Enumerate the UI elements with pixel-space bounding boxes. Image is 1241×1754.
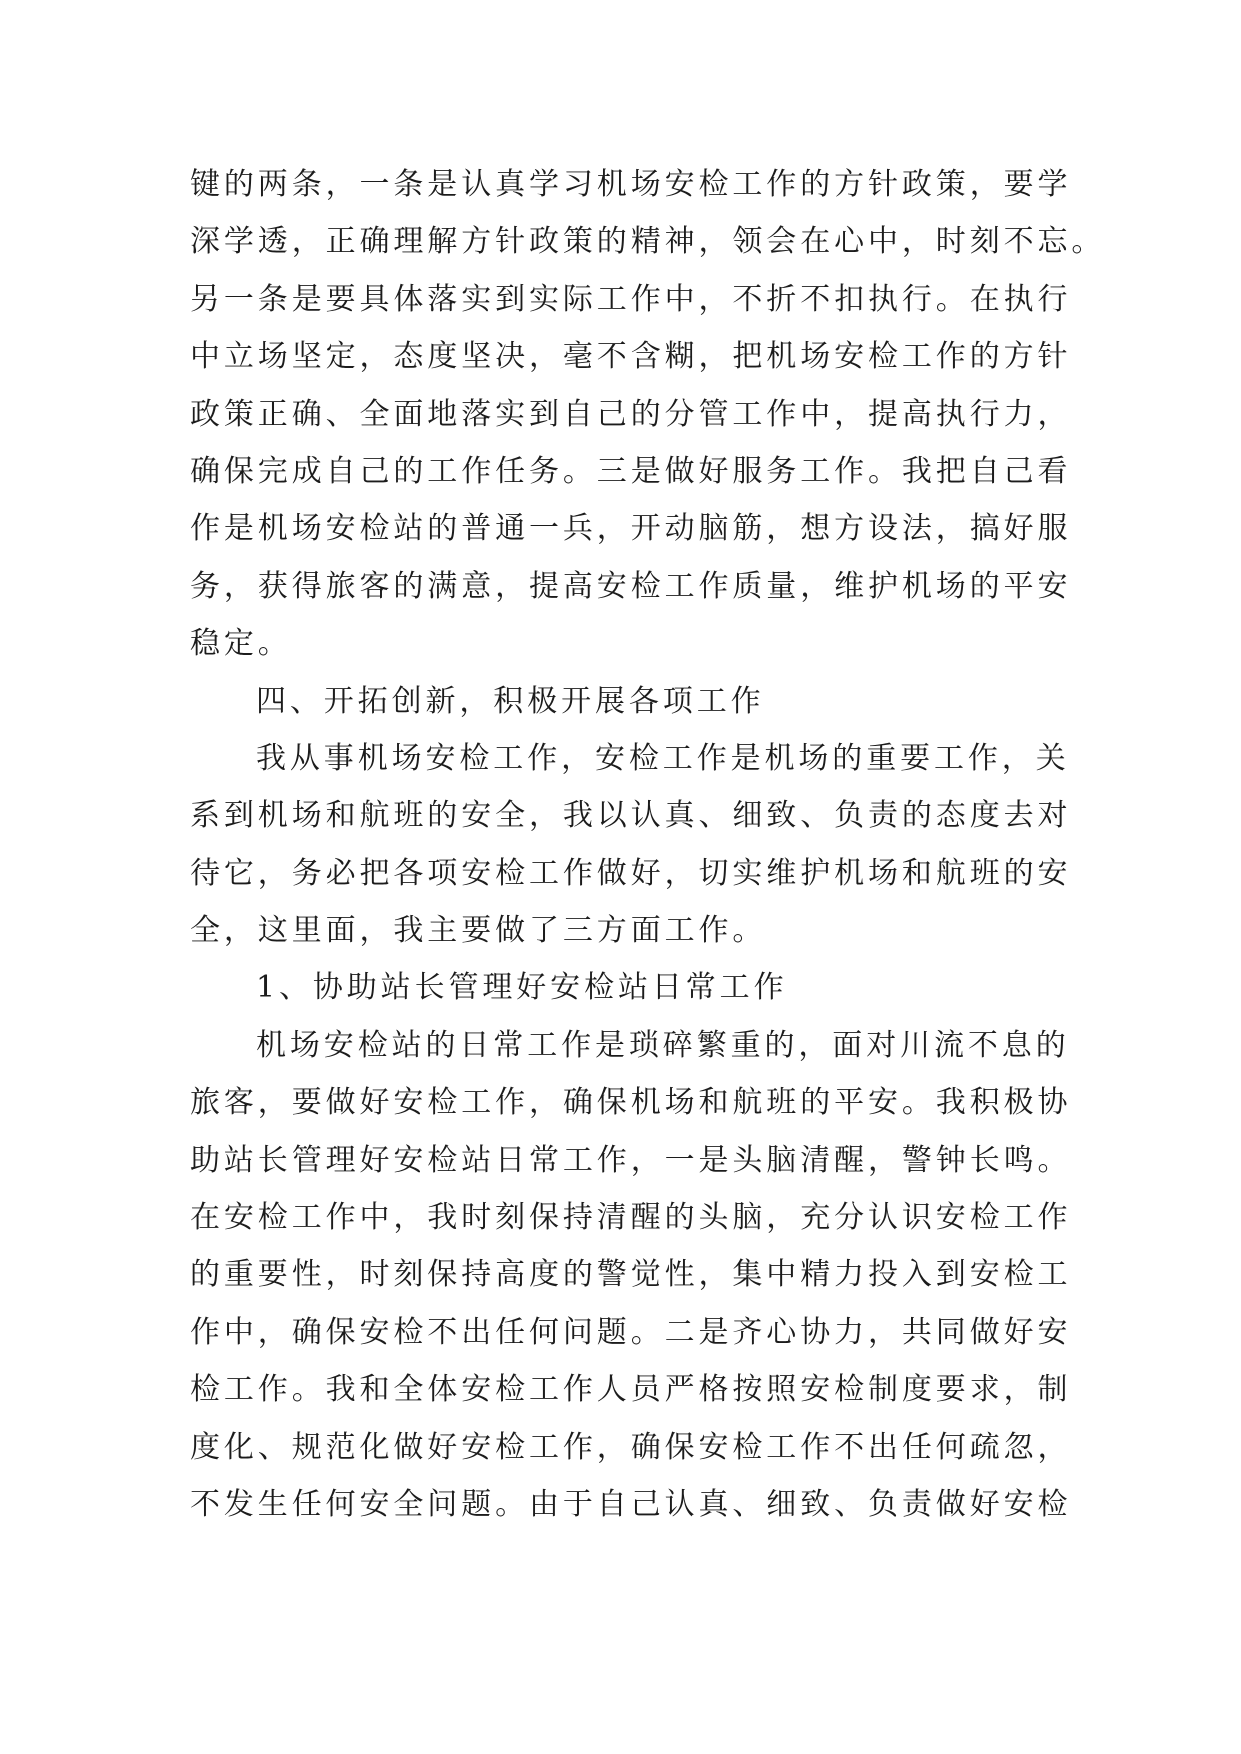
text-line-20: 的重要性，时刻保持高度的警觉性，集中精力投入到安检工 [190, 1257, 1072, 1293]
text-line-9: 稳定。 [190, 626, 292, 662]
text-line-5: 政策正确、全面地落实到自己的分管工作中，提高执行力， [190, 396, 1072, 432]
text-line-7: 作是机场安检站的普通一兵，开动脑筋，想方设法，搞好服 [190, 511, 1072, 547]
text-line-13: 待它，务必把各项安检工作做好，切实维护机场和航班的安 [190, 855, 1072, 891]
text-line-21: 作中，确保安检不出任何问题。二是齐心协力，共同做好安 [190, 1314, 1072, 1350]
text-line-19: 在安检工作中，我时刻保持清醒的头脑，充分认识安检工作 [190, 1200, 1072, 1236]
text-line-17: 旅客，要做好安检工作，确保机场和航班的平安。我积极协 [190, 1085, 1072, 1121]
text-line-22: 检工作。我和全体安检工作人员严格按照安检制度要求，制 [190, 1372, 1072, 1408]
section-heading: 四、开拓创新，积极开展各项工作 [256, 683, 765, 719]
document-body [190, 156, 1106, 1533]
text-line-16: 机场安检站的日常工作是琐碎繁重的，面对川流不息的 [256, 1027, 1070, 1063]
text-line-6: 确保完成自己的工作任务。三是做好服务工作。我把自己看 [190, 453, 1072, 489]
text-line-23: 度化、规范化做好安检工作，确保安检工作不出任何疏忽， [190, 1429, 1072, 1465]
text-line-24: 不发生任何安全问题。由于自己认真、细致、负责做好安检 [190, 1486, 1072, 1522]
text-line-2: 深学透，正确理解方针政策的精神，领会在心中，时刻不忘。 [190, 224, 1106, 260]
text-line-4: 中立场坚定，态度坚决，毫不含糊，把机场安检工作的方针 [190, 339, 1072, 375]
text-line-18: 助站长管理好安检站日常工作，一是头脑清醒，警钟长鸣。 [190, 1142, 1072, 1178]
text-line-12: 系到机场和航班的安全，我以认真、细致、负责的态度去对 [190, 798, 1072, 834]
text-line-1: 键的两条，一条是认真学习机场安检工作的方针政策，要学 [190, 167, 1072, 202]
text-line-14: 全，这里面，我主要做了三方面工作。 [190, 913, 767, 949]
subsection-heading: 1、协助站长管理好安检站日常工作 [256, 970, 788, 1006]
text-line-8: 务，获得旅客的满意，提高安检工作质量，维护机场的平安 [190, 568, 1072, 604]
text-line-11: 我从事机场安检工作，安检工作是机场的重要工作，关 [256, 740, 1070, 776]
text-line-3: 另一条是要具体落实到实际工作中，不折不扣执行。在执行 [190, 281, 1072, 317]
